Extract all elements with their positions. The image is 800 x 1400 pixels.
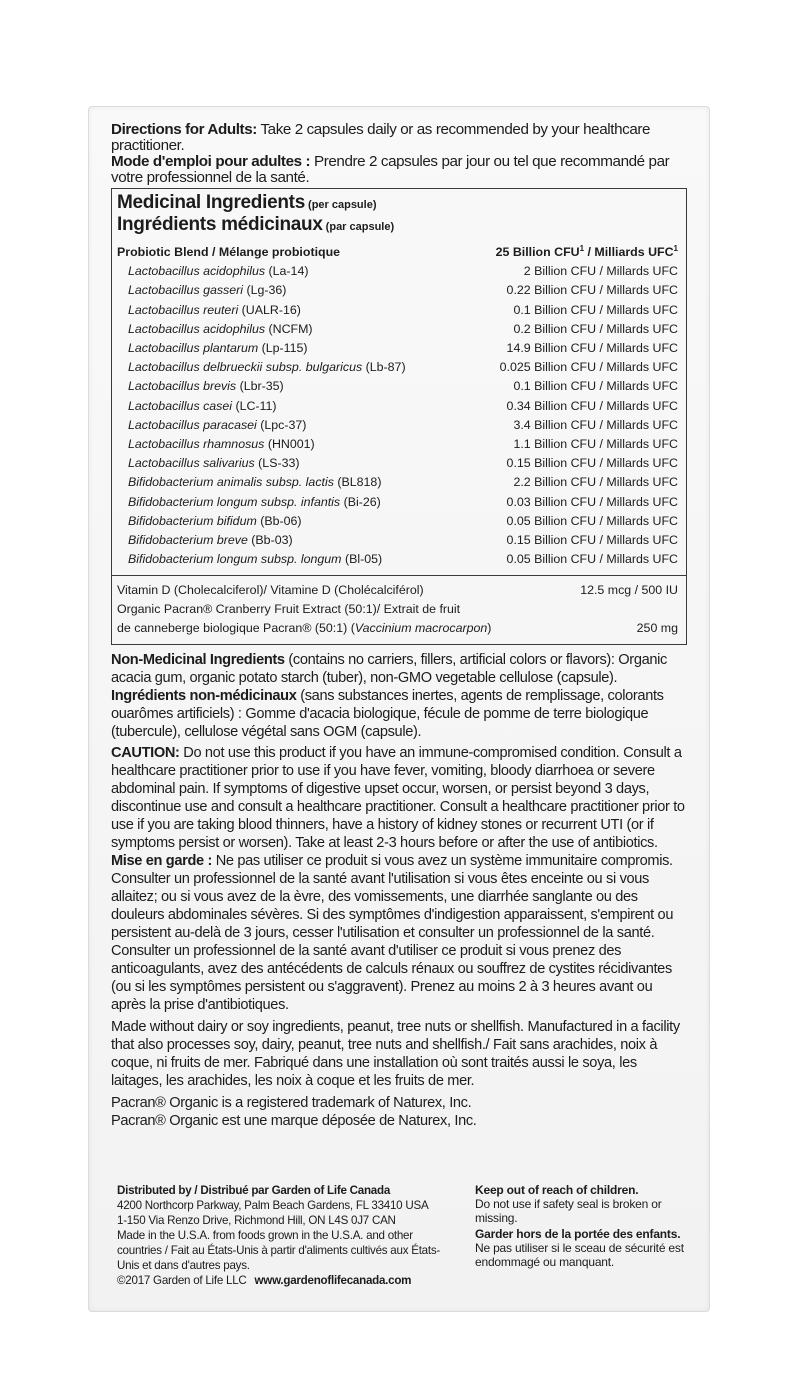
website-link[interactable]: www.gardenoflifecanada.com (254, 1274, 412, 1287)
strain-row (117, 262, 678, 281)
strain-row (117, 550, 678, 569)
child-safety-warning: Keep out of reach of children. Do not use if safety seal is broken or missing. Garder hors de la portée des enfants. Ne pas utiliser si le sceau de sécurité est endommagé ou manquant. (475, 1183, 684, 1269)
strain-amount: 2 Billion CFU / Millards UFC (523, 264, 678, 279)
trademark-notice: Pacran® Organic is a registered trademark of Naturex, Inc. Pacran® Organic est une marque déposée de Naturex, Inc. (111, 1095, 477, 1130)
distributor-info: Distributed by / Distribué par Garden of Life Canada 4200 Northcorp Parkway, Palm Beach Gardens, FL 33410 USA 1-150 Via Renzo Drive, Richmond Hill, ON L4S 0J7 CAN Made in the U.S.A. from foods grown in the U.S.A. and other countries / Fait au États-Unis à partir d'aliments cultivés aux États-Unis et dans d'autres pays. ©2017 Garden of Life LLC www.gardenoflifecanada.com (117, 1183, 452, 1288)
strain-row (117, 339, 678, 358)
strain-row (117, 435, 678, 454)
strain-row (117, 473, 678, 492)
strain-amount: 0.03 Billion CFU / Millards UFC (506, 494, 678, 509)
copyright-line: ©2017 Garden of Life LLC www.gardenoflifecanada.com (117, 1274, 412, 1287)
medicinal-title-en: Medicinal Ingredients (per capsule) (117, 192, 377, 213)
strain-name: Lactobacillus paracasei (Lpc-37) (128, 417, 307, 432)
directions-fr: Mode d'emploi pour adultes : Prendre 2 capsules par jour ou tel que recommandé par votre professionnel de la santé. (111, 153, 670, 186)
pacran-row (117, 619, 678, 638)
strain-row (117, 397, 678, 416)
strain-amount: 0.1 Billion CFU / Millards UFC (513, 302, 678, 317)
strain-name: Bifidobacterium bifidum (Bb-06) (128, 513, 302, 528)
strain-amount: 0.2 Billion CFU / Millards UFC (513, 321, 678, 336)
strain-row (117, 301, 678, 320)
vitamin-d-label: Vitamin D (Cholecalciferol)/ Vitamine D (Cholécalciférol) (117, 583, 424, 598)
strain-name: Bifidobacterium breve (Bb-03) (128, 533, 293, 548)
strain-row (117, 281, 678, 300)
strain-name: Lactobacillus acidophilus (NCFM) (128, 321, 313, 336)
strain-row (117, 358, 678, 377)
strain-name: Lactobacillus rhamnosus (HN001) (128, 437, 315, 452)
pacran-line-2: de canneberge biologique Pacran® (50:1) (Vaccinium macrocarpon) (117, 621, 492, 636)
strain-amount: 14.9 Billion CFU / Millards UFC (506, 341, 678, 356)
medicinal-ingredients-box (111, 188, 687, 645)
strain-name: Bifidobacterium animalis subsp. lactis (BL818) (128, 475, 382, 490)
strain-amount: 0.05 Billion CFU / Millards UFC (506, 552, 678, 567)
strain-amount: 1.1 Billion CFU / Millards UFC (513, 437, 678, 452)
strain-amount: 0.15 Billion CFU / Millards UFC (506, 533, 678, 548)
strain-name: Lactobacillus plantarum (Lp-115) (128, 341, 308, 356)
probiotic-blend-row (117, 243, 678, 262)
non-medicinal-fr: Ingrédients non-médicinaux (sans substances inertes, agents de remplissage, colorants ouarômes artificiels) : Gomme d'acacia biologique, fécule de pomme de terre biologique (tubercule), cellulose végétal sans OGM (capsule). (111, 688, 664, 741)
strain-amount: 0.025 Billion CFU / Millards UFC (499, 360, 678, 375)
strain-row (117, 493, 678, 512)
ingredients-divider (112, 575, 686, 576)
strain-name: Lactobacillus brevis (Lbr-35) (128, 379, 284, 394)
strain-amount: 3.4 Billion CFU / Millards UFC (513, 417, 678, 432)
vitamin-d-amount: 12.5 mcg / 500 IU (580, 583, 678, 598)
label-footer (117, 1183, 687, 1288)
vitamin-d-row (117, 581, 678, 600)
strain-amount: 0.22 Billion CFU / Millards UFC (506, 283, 678, 298)
strain-name: Bifidobacterium longum subsp. longum (Bl-05) (128, 552, 383, 567)
strain-name: Lactobacillus salivarius (LS-33) (128, 456, 300, 471)
other-ingredients (117, 581, 678, 638)
strain-name: Lactobacillus gasseri (Lg-36) (128, 283, 287, 298)
strain-amount: 0.05 Billion CFU / Millards UFC (506, 513, 678, 528)
strain-row (117, 416, 678, 435)
strain-amount: 0.1 Billion CFU / Millards UFC (513, 379, 678, 394)
strain-row (117, 320, 678, 339)
directions-en: Directions for Adults: Take 2 capsules daily or as recommended by your healthcare practitioner. (111, 121, 651, 154)
strain-amount: 2.2 Billion CFU / Millards UFC (513, 475, 678, 490)
probiotic-blend-label: Probiotic Blend / Mélange probiotique (117, 245, 341, 259)
strain-row (117, 377, 678, 396)
strain-name: Lactobacillus delbrueckii subsp. bulgaricus (Lb-87) (128, 360, 406, 375)
caution-fr: Mise en garde : Ne pas utiliser ce produit si vous avez un système immunitaire compromis. Consulter un professionnel de la santé avant l'utilisation si vous êtes enceinte ou si vous allaitez; ou si vous avez de la èvre, des vomissements, une diarrhée sanglante ou des douleurs abdominales sévères. Si des symptômes d'indigestion apparaissent, s'empirent ou persistent au-delà de 3 jours, cesser l'utilisation et consulter un professionnel de la santé. Consulter un professionnel de la santé avant d'utiliser ce produit si vous prenez des anticoagulants, avez des antécédents de calculs rénaux ou souffrez de cystites récidivantes (ou si les symptômes persistent ou s'aggravent). Prenez au moins 2 à 3 heures avant ou après la prise d'antibiotiques. (111, 853, 674, 1014)
pacran-line-1: Organic Pacran® Cranberry Fruit Extract (50:1)/ Extrait de fruit (117, 602, 461, 617)
strain-name: Lactobacillus reuteri (UALR-16) (128, 302, 301, 317)
strain-row (117, 512, 678, 531)
strain-name: Lactobacillus acidophilus (La-14) (128, 264, 309, 279)
non-medicinal-en: Non-Medicinal Ingredients (contains no carriers, fillers, artificial colors or flavors): Organic acacia gum, organic potato starch (tuber), non-GMO vegetable cellulose (capsule). (111, 652, 667, 687)
strain-row (117, 531, 678, 550)
directions (111, 122, 689, 186)
strain-amount: 0.34 Billion CFU / Millards UFC (506, 398, 678, 413)
strain-amount: 0.15 Billion CFU / Millards UFC (506, 456, 678, 471)
strain-name: Bifidobacterium longum subsp. infantis (Bi-26) (128, 494, 381, 509)
probiotic-blend-amount: 25 Billion CFU$^1$ / Milliards UFC$^1$ (495, 243, 678, 259)
caution-en: CAUTION: Do not use this product if you have an immune-compromised condition. Consult a healthcare practitioner prior to use if you have fever, vomiting, bloody diarrhoea or severe abdominal pain. If symptoms of digestive upset occur, worsen, or persist beyond 3 days, discontinue use and consult a healthcare practitioner. Consult a healthcare practitioner prior to use if you are taking blood thinners, have a history of kidney stones or recurrent UTI (or if symptoms persist or worsen). Take at least 2-3 hours before or after the use of antibiotics. (111, 745, 685, 852)
label-content (111, 122, 689, 1130)
pacran-amount: 250 mg (636, 621, 678, 636)
medicinal-title-fr: Ingrédients médicinaux (par capsule) (117, 214, 395, 235)
strain-name: Lactobacillus casei (LC-11) (128, 398, 277, 413)
strain-row (117, 454, 678, 473)
allergen-statement: Made without dairy or soy ingredients, peanut, tree nuts or shellfish. Manufactured in a facility that also processes soy, dairy, peanut, tree nuts and shellfish./ Fait sans arachides, noix à coque, ni fruits de mer. Fabriqué dans une installation où sont traités aussi le soya, les laitages, les arachides, les noix à coque et les fruits de mer. (111, 1019, 680, 1090)
strain-list (117, 262, 678, 569)
